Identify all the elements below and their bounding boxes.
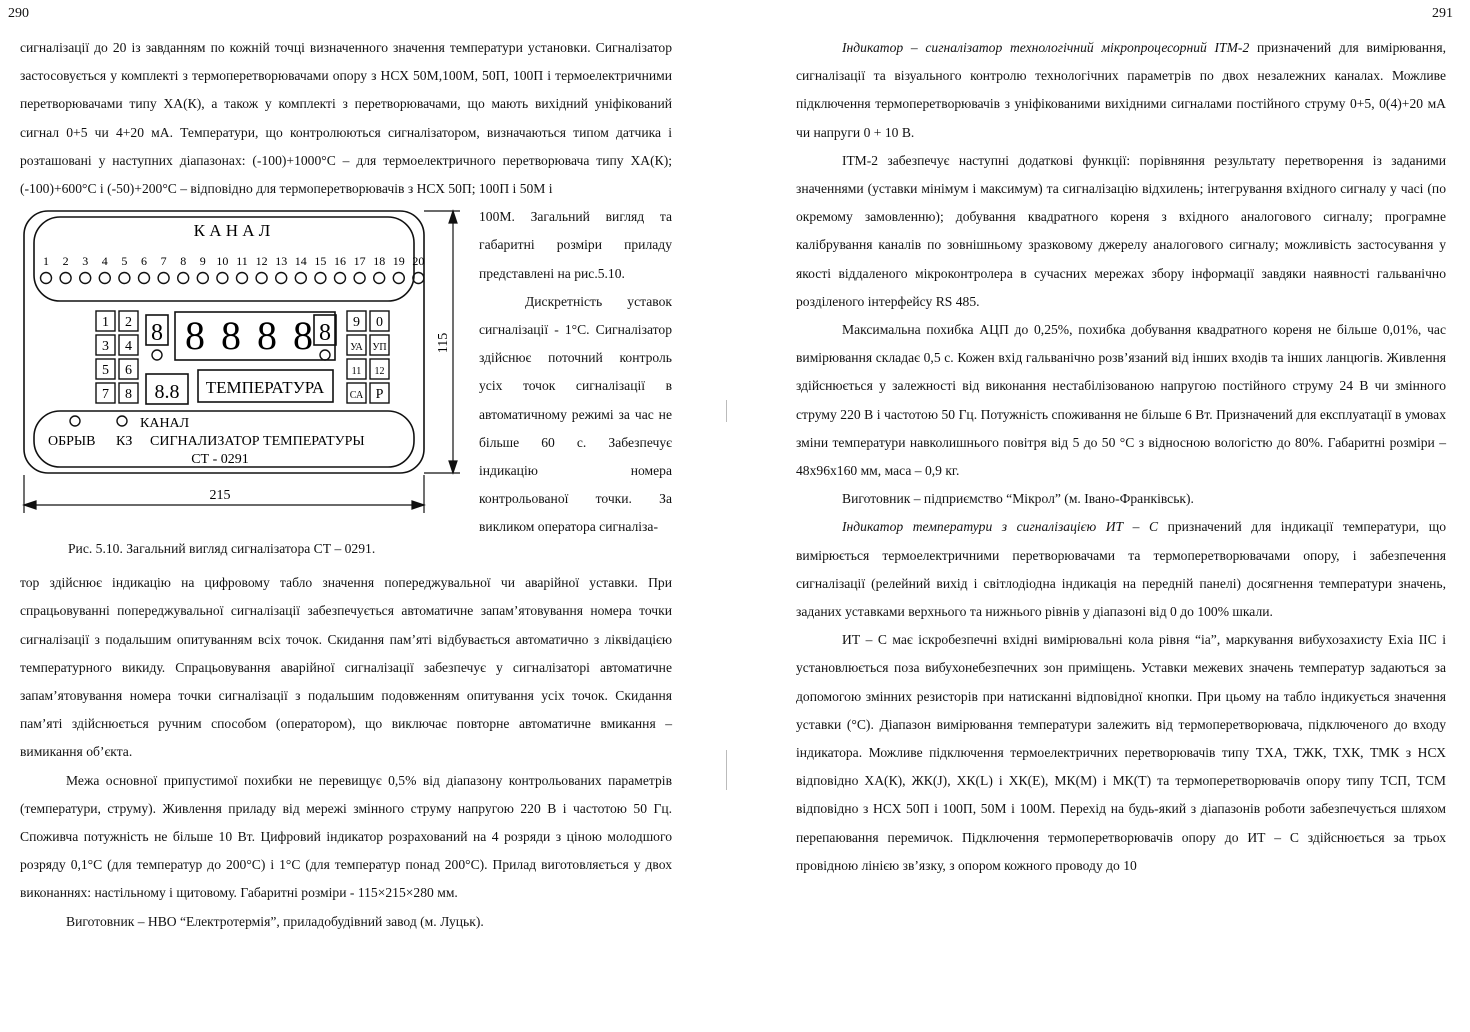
- channel-number: 15: [314, 254, 327, 269]
- channel-number: 4: [101, 254, 108, 269]
- left-keypad: [96, 311, 138, 403]
- gutter-mark: [726, 750, 727, 790]
- device-name: СИГНАЛИЗАТОР ТЕМПЕРАТУРЫ: [150, 434, 365, 450]
- channel-led: [99, 273, 110, 284]
- keypad-key-label: 1: [102, 315, 109, 331]
- channel-number: 2: [62, 254, 69, 269]
- figure-side-text: [479, 203, 672, 541]
- channel-number: 7: [160, 254, 167, 269]
- paragraph: Межа основної припустимої похибки не перевищує 0,5% від діапазону контрольованих параметрів (температури, струму). Живлення приладу від мережі змінного струму напругою 220 В і частотою 50 Гц. Споживча потужність не більше 10 Вт. Цифровий індикатор розрахований на 4 розряди з ціною молодшого розряду 0,1°С (для температур до 200°С) і 1°С (для температур понад 200°С). Прилад виготовляється у двох виконаннях: настільному і щитовому. Габаритні розміри - 115×215×280 мм.: [20, 772, 672, 901]
- paragraph-text: призначений для індикації температури, що вимірюється термоелектричними перетворювачами та термоперетворювачами опору, і забезпечення сигналізації (релейний вихід і світлодіодна індикація на передній панелі) досягнення температури значень, заданих уставками верхнього та нижнього рівнів у діапазоні від 0 до 100% шкали.: [796, 519, 1446, 620]
- channel-indicators: [41, 254, 425, 284]
- paragraph: сигналізації до 20 із завданням по кожній точці визначенного значення температури установки. Сигналізатор застосовується у комплекті з термоперетворювачами опору з НСХ 50М,100М, 50П, 100П і термоелектричними перетворювачами типу ХА(К), а також у комплекті з перетворювачами, що мають вихідний уніфікований сигнал 0+5 чи 4+20 мА. Температури, що контролюються сигналізатором, визначаються типом датчика і розташовані у наступних діапазонах: (-100)+1000°С – для термоелектричного перетворювача типу ХА(К); (-100)+600°С і (-50)+200°С – відповідно для термоперетворювачів з НСХ 50П; 100П і 50М і: [20, 40, 672, 197]
- right-led: [320, 350, 330, 360]
- page-number-left: 290: [8, 6, 29, 21]
- temperature-label: ТЕМПЕРАТУРА: [205, 378, 325, 398]
- right-digit-value: 8: [319, 320, 331, 347]
- paragraph-text: призначений для вимірювання, сигналізації та візуального контролю технологічних параметрів по двох незалежних каналах. Можливе підключення термоперетворювачів з уніфікованими вихідними сигналами постійного струму 0+5, 0(4)+20 мА чи напруги 0 + 10 В.: [796, 40, 1446, 140]
- kanal-title: К А Н А Л: [193, 221, 271, 241]
- big-digits: [185, 313, 313, 358]
- page-number-right: 291: [1432, 6, 1453, 21]
- paragraph: Дискретність уставок сигналізації - 1°С. Сигналізатор здійснює поточний контроль усіх точок сигналізації в автоматичному режимі за час не більше 60 с. Забезпечує індикацію номера контрольованої точки. За викликом оператора сигналіза-: [479, 293, 672, 535]
- channel-number: 8: [180, 254, 187, 269]
- paragraph: тор здійснює індикацію на цифровому табло значення попереджувальної чи аварійної уставки. При спрацьовуванні попереджувальної сигналізації забезпечується автоматичне запам’ятовування номера точки сигналізації з подальшим опитуванням всіх точок. Скидання пам’яті відбувається автоматично з ліквідацією температурного викиду. Спрацьовування аварійної сигналізації забезпечує у сигналізаторі автоматичне запам’ятовування номера точки сигналізації з подальшим подовженням опитування усіх точок. Скидання пам’яті здійснюється ручним способом (оператором), що виключає повторне автоматичне вмикання – вимикання об’єкта.: [20, 575, 672, 760]
- keypad-key-label: 5: [102, 363, 109, 379]
- keypad-key-label: УА: [350, 342, 363, 354]
- width-dimension: 215: [209, 488, 231, 504]
- channel-number: 9: [199, 254, 206, 269]
- channel-number: 10: [216, 254, 229, 269]
- small-display-value: 8.8: [154, 381, 180, 404]
- big-digit: 8: [257, 313, 277, 359]
- channel-led: [41, 273, 52, 284]
- channel-led: [119, 273, 130, 284]
- device-figure: [20, 203, 480, 533]
- right-page: [796, 34, 1446, 880]
- channel-number: 13: [275, 254, 288, 269]
- channel-number: 17: [353, 254, 366, 269]
- paragraph: ІТМ-2 забезпечує наступні додаткові функції: порівняння результату перетворення із заданими значеннями (уставки мінімум і максимум) та сигналізацію відхилень; інтегрування вхідного сигналу у часі (по окремому замовленню); добування квадратного кореня з вхідного аналогового сигналу; програмне калібрування каналів по зовнішньому зразковому джерелу аналогового сигналу; можливість застосування у якості віддаленого мікроконтролера в сучасних мережах збору інформації завдяки наявності гальванічно розділеного інтерфейсу RS 485.: [796, 152, 1446, 309]
- channel-number: 3: [82, 254, 89, 269]
- channel-number: 18: [373, 254, 386, 269]
- channel-led: [217, 273, 228, 284]
- channel-led: [315, 273, 326, 284]
- right-keypad: [347, 311, 389, 403]
- keypad-key-label: 7: [102, 387, 109, 403]
- channel-number: 1: [43, 254, 49, 269]
- big-digit: 8: [185, 313, 205, 359]
- channel-led: [60, 273, 71, 284]
- channel-led: [335, 273, 346, 284]
- channel-led: [256, 273, 267, 284]
- channel-number: 11: [236, 254, 248, 269]
- kz-label: КЗ: [116, 434, 133, 450]
- channel-number: 20: [412, 254, 425, 269]
- channel-led: [374, 273, 385, 284]
- channel-led: [354, 273, 365, 284]
- left-digit-value: 8: [151, 320, 163, 347]
- keypad-key-label: 8: [125, 387, 132, 403]
- channel-led: [80, 273, 91, 284]
- keypad-key-label: 2: [125, 315, 132, 331]
- channel-led: [139, 273, 150, 284]
- kanal-label: КАНАЛ: [140, 416, 190, 432]
- device-title: Індикатор температури з сигналізацією ИТ – С: [842, 519, 1159, 535]
- channel-led: [158, 273, 169, 284]
- device-title: Індикатор – сигналізатор технологічний мікропроцесорний ІТМ-2: [842, 40, 1250, 55]
- keypad-key-label: 4: [125, 339, 132, 355]
- device-model: СТ - 0291: [191, 452, 249, 468]
- break-label: ОБРЫВ: [48, 434, 96, 450]
- channel-led: [237, 273, 248, 284]
- big-digit: 8: [293, 313, 313, 359]
- keypad-key-label: 12: [374, 366, 385, 378]
- height-dimension: 115: [436, 332, 451, 354]
- channel-number: 12: [255, 254, 268, 269]
- keypad-key-label: 9: [353, 315, 360, 331]
- channel-number: 5: [121, 254, 128, 269]
- keypad-key-label: 3: [102, 339, 109, 355]
- channel-led: [393, 273, 404, 284]
- big-digit: 8: [221, 313, 241, 359]
- keypad-key-label: СА: [349, 390, 364, 402]
- kz-led: [117, 416, 127, 426]
- channel-number: 16: [334, 254, 346, 269]
- left-led: [152, 350, 162, 360]
- paragraph: [796, 513, 1446, 626]
- channel-number: 14: [294, 254, 307, 269]
- channel-led: [178, 273, 189, 284]
- keypad-key-label: 0: [376, 315, 383, 331]
- channel-led: [197, 273, 208, 284]
- paragraph: [796, 34, 1446, 147]
- figure-block: [20, 203, 672, 569]
- channel-number: 19: [392, 254, 405, 269]
- channel-led: [276, 273, 287, 284]
- keypad-key-label: 6: [125, 363, 132, 379]
- paragraph: Виготовник – НВО “Електротермія”, приладобудівний завод (м. Луцьк).: [66, 913, 484, 929]
- left-page: [20, 34, 672, 936]
- paragraph: Максимальна похибка АЦП до 0,25%, похибка добування квадратного кореня не більше 0,01%, час вимірювання складає 0,5 с. Кожен вхід гальванічно розв’язаний від інших входів та інших ланцюгів. Живлення здійснюється у залежності від виконання нестабілізованою напругою постійного струму 24 В чи змінного струму 220 В і частотою 50 Гц. Потужність споживання не більше 6 Вт. Призначений для експлуатації в умовах зміни температури навколишнього повітря від 5 до 50 °С з відносною вологістю до 80%. Габаритні розміри – 48х96х160 мм, маса – 0,9 кг.: [796, 322, 1446, 479]
- break-led: [70, 416, 80, 426]
- paragraph: Виготовник – підприємство “Мікрол” (м. Івано-Франківськ).: [842, 491, 1194, 507]
- keypad-key-label: 11: [351, 366, 362, 378]
- gutter-mark: [726, 400, 727, 422]
- keypad-key-label: УП: [372, 342, 387, 354]
- channel-number: 6: [141, 254, 147, 269]
- figure-caption: Рис. 5.10. Загальний вигляд сигналізатора СТ – 0291.: [68, 541, 376, 557]
- channel-led: [295, 273, 306, 284]
- paragraph: 100М. Загальний вигляд та габаритні розміри приладу представлені на рис.5.10.: [479, 209, 672, 281]
- paragraph: ИТ – С має іскробезпечні вхідні вимірювальні кола рівня “іа”, маркування вибухозахисту Exia IIC і установлюється поза вибухонебезпечних зон приміщень. Уставки межевих значень температур задаються за допомогою змінних резисторів при натисканні відповідної кнопки. При цьому на табло індикується значення уставки (°С). Діапазон вимірювання температури залежить від термоперетворювача, підключеного до входу індикатора. Можливе підключення термоелектричних перетворювачів типу ТХА, ТЖК, ТХК, ТМК з НСХ відповідно ХА(К), ЖК(J), ХК(L) і ХК(Е), МК(М) і МК(Т) та термоперетворювачів опору типу ТСП, ТСМ відповідно з НСХ 50П і 100П, 50М і 100М. Перехід на будь-який з діапазонів роботи забезпечується шляхом перепаювання перемичок. Підключення термоперетворювачів опору до ИТ – С здійснюється за трьох провідною лінією зв’язку, з опором кожного проводу до 10: [796, 632, 1446, 873]
- keypad-key-label: Р: [375, 387, 384, 403]
